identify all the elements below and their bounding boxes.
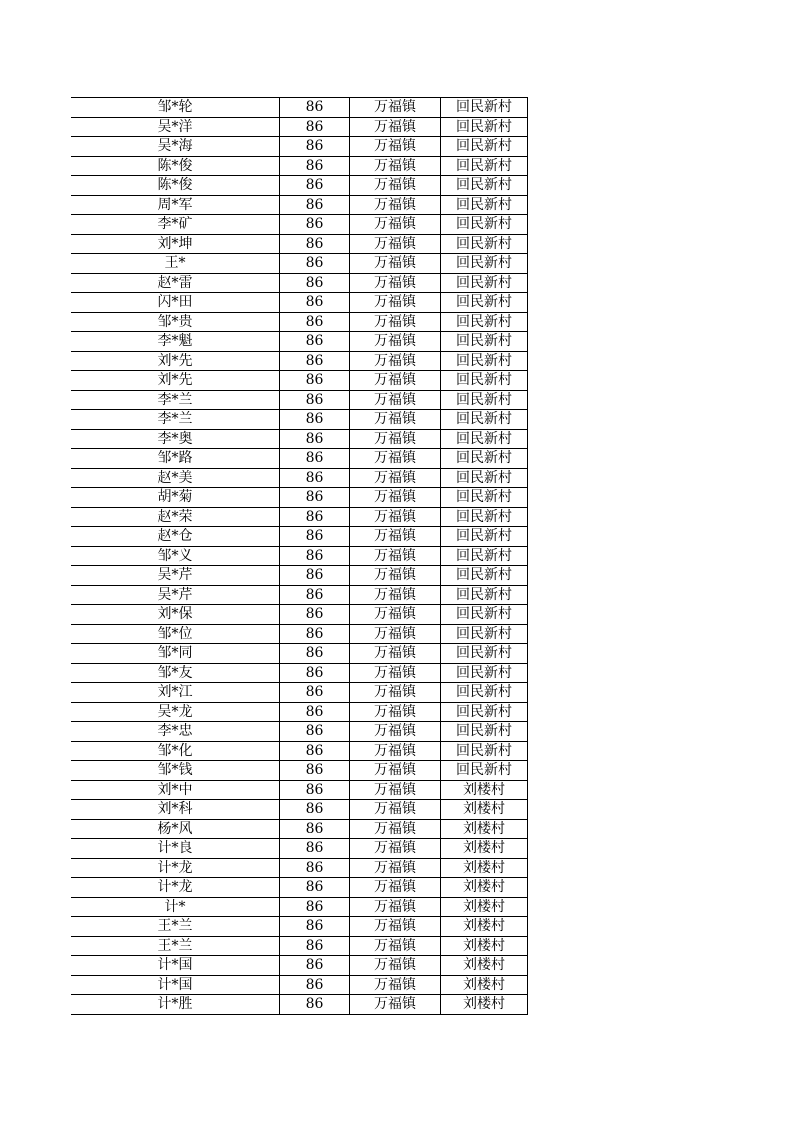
table-row <box>71 507 528 527</box>
table-row <box>71 897 528 917</box>
table-row <box>71 449 528 469</box>
number-cell: 86 <box>280 761 350 781</box>
town-cell: 万福镇 <box>350 800 441 820</box>
table-row <box>71 410 528 430</box>
number-cell: 86 <box>280 624 350 644</box>
number-cell: 86 <box>280 975 350 995</box>
name-cell: 邹*贵 <box>71 312 280 332</box>
table-body <box>71 98 528 1015</box>
number-cell: 86 <box>280 449 350 469</box>
number-cell: 86 <box>280 390 350 410</box>
village-cell: 回民新村 <box>441 410 528 430</box>
village-cell: 回民新村 <box>441 234 528 254</box>
village-cell: 回民新村 <box>441 156 528 176</box>
number-cell: 86 <box>280 956 350 976</box>
town-cell: 万福镇 <box>350 839 441 859</box>
town-cell: 万福镇 <box>350 273 441 293</box>
name-cell: 邹*化 <box>71 741 280 761</box>
name-cell: 李*奥 <box>71 429 280 449</box>
town-cell: 万福镇 <box>350 761 441 781</box>
number-cell: 86 <box>280 254 350 274</box>
name-cell: 胡*菊 <box>71 488 280 508</box>
town-cell: 万福镇 <box>350 936 441 956</box>
village-cell: 回民新村 <box>441 449 528 469</box>
number-cell: 86 <box>280 488 350 508</box>
town-cell: 万福镇 <box>350 858 441 878</box>
number-cell: 86 <box>280 507 350 527</box>
number-cell: 86 <box>280 644 350 664</box>
number-cell: 86 <box>280 605 350 625</box>
number-cell: 86 <box>280 117 350 137</box>
name-cell: 李*矿 <box>71 215 280 235</box>
name-cell: 计*龙 <box>71 878 280 898</box>
table-row <box>71 722 528 742</box>
name-cell: 邹*义 <box>71 546 280 566</box>
village-cell: 刘楼村 <box>441 819 528 839</box>
village-cell: 刘楼村 <box>441 858 528 878</box>
town-cell: 万福镇 <box>350 117 441 137</box>
number-cell: 86 <box>280 137 350 157</box>
town-cell: 万福镇 <box>350 176 441 196</box>
number-cell: 86 <box>280 429 350 449</box>
table-row <box>71 351 528 371</box>
town-cell: 万福镇 <box>350 234 441 254</box>
table-row <box>71 644 528 664</box>
village-cell: 回民新村 <box>441 254 528 274</box>
number-cell: 86 <box>280 936 350 956</box>
village-cell: 回民新村 <box>441 722 528 742</box>
town-cell: 万福镇 <box>350 741 441 761</box>
town-cell: 万福镇 <box>350 819 441 839</box>
table-row <box>71 215 528 235</box>
town-cell: 万福镇 <box>350 663 441 683</box>
number-cell: 86 <box>280 917 350 937</box>
number-cell: 86 <box>280 98 350 118</box>
town-cell: 万福镇 <box>350 527 441 547</box>
table-row <box>71 488 528 508</box>
town-cell: 万福镇 <box>350 722 441 742</box>
name-cell: 吴*芹 <box>71 566 280 586</box>
town-cell: 万福镇 <box>350 566 441 586</box>
village-cell: 回民新村 <box>441 371 528 391</box>
village-cell: 回民新村 <box>441 293 528 313</box>
table-row <box>71 429 528 449</box>
name-cell: 李*忠 <box>71 722 280 742</box>
village-cell: 回民新村 <box>441 605 528 625</box>
number-cell: 86 <box>280 897 350 917</box>
village-cell: 回民新村 <box>441 546 528 566</box>
town-cell: 万福镇 <box>350 917 441 937</box>
table-row <box>71 156 528 176</box>
village-cell: 刘楼村 <box>441 800 528 820</box>
village-cell: 刘楼村 <box>441 956 528 976</box>
table-row <box>71 293 528 313</box>
number-cell: 86 <box>280 215 350 235</box>
village-cell: 刘楼村 <box>441 917 528 937</box>
town-cell: 万福镇 <box>350 156 441 176</box>
town-cell: 万福镇 <box>350 995 441 1015</box>
village-cell: 回民新村 <box>441 98 528 118</box>
number-cell: 86 <box>280 468 350 488</box>
number-cell: 86 <box>280 585 350 605</box>
table-row <box>71 702 528 722</box>
name-cell: 计*龙 <box>71 858 280 878</box>
village-cell: 回民新村 <box>441 566 528 586</box>
number-cell: 86 <box>280 858 350 878</box>
village-cell: 回民新村 <box>441 585 528 605</box>
name-cell: 吴*芹 <box>71 585 280 605</box>
number-cell: 86 <box>280 410 350 430</box>
name-cell: 王*兰 <box>71 917 280 937</box>
number-cell: 86 <box>280 780 350 800</box>
village-cell: 回民新村 <box>441 273 528 293</box>
town-cell: 万福镇 <box>350 332 441 352</box>
town-cell: 万福镇 <box>350 293 441 313</box>
number-cell: 86 <box>280 195 350 215</box>
table-row <box>71 254 528 274</box>
number-cell: 86 <box>280 293 350 313</box>
table-row <box>71 390 528 410</box>
village-cell: 回民新村 <box>441 741 528 761</box>
table-row <box>71 585 528 605</box>
table-row <box>71 780 528 800</box>
village-cell: 回民新村 <box>441 137 528 157</box>
name-cell: 周*军 <box>71 195 280 215</box>
table-row <box>71 624 528 644</box>
name-cell: 邹*位 <box>71 624 280 644</box>
name-cell: 刘*保 <box>71 605 280 625</box>
table-row <box>71 312 528 332</box>
table-row <box>71 137 528 157</box>
table-row <box>71 683 528 703</box>
village-cell: 回民新村 <box>441 117 528 137</box>
name-cell: 邹*同 <box>71 644 280 664</box>
town-cell: 万福镇 <box>350 429 441 449</box>
number-cell: 86 <box>280 839 350 859</box>
town-cell: 万福镇 <box>350 410 441 430</box>
data-table <box>71 97 528 1015</box>
village-cell: 回民新村 <box>441 663 528 683</box>
name-cell: 杨*风 <box>71 819 280 839</box>
town-cell: 万福镇 <box>350 546 441 566</box>
table-row <box>71 546 528 566</box>
town-cell: 万福镇 <box>350 254 441 274</box>
table-row <box>71 117 528 137</box>
name-cell: 刘*科 <box>71 800 280 820</box>
village-cell: 回民新村 <box>441 527 528 547</box>
town-cell: 万福镇 <box>350 507 441 527</box>
village-cell: 回民新村 <box>441 761 528 781</box>
number-cell: 86 <box>280 176 350 196</box>
town-cell: 万福镇 <box>350 390 441 410</box>
table-row <box>71 566 528 586</box>
town-cell: 万福镇 <box>350 644 441 664</box>
name-cell: 李*兰 <box>71 390 280 410</box>
name-cell: 计*国 <box>71 956 280 976</box>
name-cell: 赵*仓 <box>71 527 280 547</box>
name-cell: 邹*轮 <box>71 98 280 118</box>
village-cell: 回民新村 <box>441 390 528 410</box>
table-row <box>71 741 528 761</box>
number-cell: 86 <box>280 371 350 391</box>
village-cell: 刘楼村 <box>441 936 528 956</box>
number-cell: 86 <box>280 663 350 683</box>
number-cell: 86 <box>280 312 350 332</box>
name-cell: 邹*友 <box>71 663 280 683</box>
name-cell: 赵*雷 <box>71 273 280 293</box>
name-cell: 王*兰 <box>71 936 280 956</box>
name-cell: 邹*钱 <box>71 761 280 781</box>
town-cell: 万福镇 <box>350 98 441 118</box>
table-row <box>71 273 528 293</box>
name-cell: 刘*江 <box>71 683 280 703</box>
town-cell: 万福镇 <box>350 897 441 917</box>
number-cell: 86 <box>280 234 350 254</box>
town-cell: 万福镇 <box>350 624 441 644</box>
town-cell: 万福镇 <box>350 137 441 157</box>
village-cell: 回民新村 <box>441 429 528 449</box>
town-cell: 万福镇 <box>350 585 441 605</box>
village-cell: 回民新村 <box>441 683 528 703</box>
table-row <box>71 858 528 878</box>
number-cell: 86 <box>280 702 350 722</box>
table-row <box>71 839 528 859</box>
village-cell: 回民新村 <box>441 702 528 722</box>
name-cell: 吴*龙 <box>71 702 280 722</box>
table-row <box>71 975 528 995</box>
town-cell: 万福镇 <box>350 605 441 625</box>
town-cell: 万福镇 <box>350 449 441 469</box>
table-row <box>71 800 528 820</box>
village-cell: 刘楼村 <box>441 897 528 917</box>
number-cell: 86 <box>280 546 350 566</box>
town-cell: 万福镇 <box>350 312 441 332</box>
table-row <box>71 234 528 254</box>
table-row <box>71 176 528 196</box>
village-cell: 刘楼村 <box>441 995 528 1015</box>
name-cell: 李*魁 <box>71 332 280 352</box>
town-cell: 万福镇 <box>350 468 441 488</box>
village-cell: 回民新村 <box>441 507 528 527</box>
name-cell: 计*胜 <box>71 995 280 1015</box>
village-cell: 刘楼村 <box>441 975 528 995</box>
town-cell: 万福镇 <box>350 371 441 391</box>
table-row <box>71 468 528 488</box>
town-cell: 万福镇 <box>350 878 441 898</box>
name-cell: 计* <box>71 897 280 917</box>
name-cell: 刘*先 <box>71 371 280 391</box>
village-cell: 回民新村 <box>441 468 528 488</box>
number-cell: 86 <box>280 156 350 176</box>
village-cell: 回民新村 <box>441 195 528 215</box>
name-cell: 计*良 <box>71 839 280 859</box>
village-cell: 回民新村 <box>441 488 528 508</box>
village-cell: 回民新村 <box>441 644 528 664</box>
name-cell: 邹*路 <box>71 449 280 469</box>
town-cell: 万福镇 <box>350 683 441 703</box>
table-row <box>71 878 528 898</box>
table-row <box>71 819 528 839</box>
village-cell: 回民新村 <box>441 332 528 352</box>
town-cell: 万福镇 <box>350 488 441 508</box>
name-cell: 陈*俊 <box>71 176 280 196</box>
village-cell: 回民新村 <box>441 215 528 235</box>
name-cell: 计*国 <box>71 975 280 995</box>
name-cell: 闪*田 <box>71 293 280 313</box>
name-cell: 吴*洋 <box>71 117 280 137</box>
number-cell: 86 <box>280 332 350 352</box>
table-row <box>71 98 528 118</box>
village-cell: 刘楼村 <box>441 839 528 859</box>
name-cell: 刘*中 <box>71 780 280 800</box>
town-cell: 万福镇 <box>350 780 441 800</box>
number-cell: 86 <box>280 527 350 547</box>
name-cell: 吴*海 <box>71 137 280 157</box>
village-cell: 刘楼村 <box>441 878 528 898</box>
number-cell: 86 <box>280 722 350 742</box>
number-cell: 86 <box>280 819 350 839</box>
number-cell: 86 <box>280 800 350 820</box>
number-cell: 86 <box>280 878 350 898</box>
village-cell: 回民新村 <box>441 351 528 371</box>
village-cell: 回民新村 <box>441 176 528 196</box>
village-cell: 回民新村 <box>441 312 528 332</box>
name-cell: 陈*俊 <box>71 156 280 176</box>
name-cell: 刘*坤 <box>71 234 280 254</box>
town-cell: 万福镇 <box>350 195 441 215</box>
table-row <box>71 917 528 937</box>
table-row <box>71 332 528 352</box>
name-cell: 赵*荣 <box>71 507 280 527</box>
number-cell: 86 <box>280 741 350 761</box>
table-row <box>71 995 528 1015</box>
name-cell: 王* <box>71 254 280 274</box>
table-row <box>71 663 528 683</box>
number-cell: 86 <box>280 351 350 371</box>
table-row <box>71 605 528 625</box>
number-cell: 86 <box>280 273 350 293</box>
village-cell: 刘楼村 <box>441 780 528 800</box>
table-row <box>71 956 528 976</box>
number-cell: 86 <box>280 995 350 1015</box>
name-cell: 刘*先 <box>71 351 280 371</box>
table-row <box>71 527 528 547</box>
town-cell: 万福镇 <box>350 215 441 235</box>
name-cell: 赵*美 <box>71 468 280 488</box>
town-cell: 万福镇 <box>350 975 441 995</box>
table-row <box>71 371 528 391</box>
number-cell: 86 <box>280 683 350 703</box>
number-cell: 86 <box>280 566 350 586</box>
table-row <box>71 936 528 956</box>
table-row <box>71 195 528 215</box>
table-row <box>71 761 528 781</box>
town-cell: 万福镇 <box>350 702 441 722</box>
town-cell: 万福镇 <box>350 351 441 371</box>
village-cell: 回民新村 <box>441 624 528 644</box>
town-cell: 万福镇 <box>350 956 441 976</box>
name-cell: 李*兰 <box>71 410 280 430</box>
